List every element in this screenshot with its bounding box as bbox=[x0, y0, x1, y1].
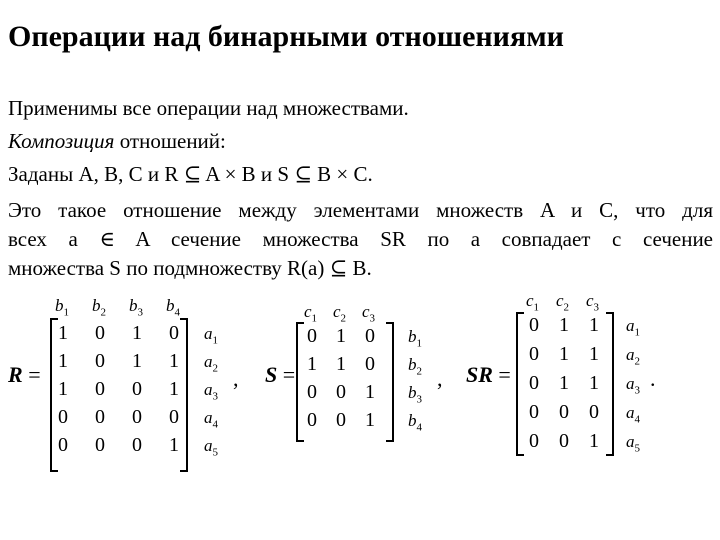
matrix-r-cell: 0 bbox=[132, 406, 142, 428]
matrix-sr-right-bracket bbox=[606, 312, 614, 456]
matrix-r-cell: 0 bbox=[95, 434, 105, 456]
composition-term: Композиция bbox=[8, 129, 115, 153]
text-line-given-sets: Заданы A, B, C и R ⊆ A × B и S ⊆ B × C. bbox=[8, 162, 373, 186]
matrix-sr-cell: 0 bbox=[589, 401, 599, 423]
matrix-s-cell: 0 bbox=[336, 381, 346, 403]
matrix-r-col-label: $b_2$ bbox=[92, 296, 106, 319]
matrix-r-cell: 0 bbox=[58, 406, 68, 428]
matrix-s-col-label: $c_2$ bbox=[333, 302, 347, 325]
matrix-r-cell: 0 bbox=[95, 322, 105, 344]
matrix-sr-label: SR = bbox=[466, 362, 511, 387]
matrix-r-row-label: $a_2$ bbox=[204, 352, 218, 375]
matrix-s-cell: 0 bbox=[336, 409, 346, 431]
matrix-sr-cell: 1 bbox=[589, 372, 599, 394]
matrix-sr-row-label: $a_2$ bbox=[626, 345, 640, 368]
definition-line-3: множества S по подмножеству R(a) ⊆ B. bbox=[8, 256, 372, 280]
matrix-r-col-label: $b_3$ bbox=[129, 296, 143, 319]
matrix-sr-cell: 0 bbox=[529, 401, 539, 423]
matrix-sr-row-label: $a_1$ bbox=[626, 316, 640, 339]
matrix-sr-cell: 1 bbox=[589, 314, 599, 336]
matrix-r-row-label: $a_5$ bbox=[204, 436, 218, 459]
matrix-sr-cell: 1 bbox=[589, 430, 599, 452]
matrix-r-cell: 1 bbox=[132, 350, 142, 372]
separator-comma-1: , bbox=[233, 366, 239, 391]
matrix-sr-cell: 0 bbox=[529, 314, 539, 336]
matrix-r-col-label: $b_4$ bbox=[166, 296, 180, 319]
end-period: . bbox=[650, 366, 656, 391]
matrix-r-cell: 0 bbox=[95, 350, 105, 372]
matrix-s-cell: 0 bbox=[307, 325, 317, 347]
matrix-sr-cell: 1 bbox=[589, 343, 599, 365]
matrix-sr-cell: 1 bbox=[559, 372, 569, 394]
matrix-s-cell: 1 bbox=[365, 409, 375, 431]
matrix-s-row-label: $b_1$ bbox=[408, 327, 422, 350]
matrix-r-cell: 1 bbox=[58, 322, 68, 344]
matrix-r-cell: 1 bbox=[132, 322, 142, 344]
matrix-s-right-bracket bbox=[386, 322, 394, 442]
separator-comma-2: , bbox=[437, 366, 443, 391]
matrix-sr-cell: 0 bbox=[529, 430, 539, 452]
matrix-r-row-label: $a_4$ bbox=[204, 408, 218, 431]
matrix-s-col-label: $c_3$ bbox=[362, 302, 376, 325]
matrix-s-cell: 1 bbox=[307, 353, 317, 375]
matrix-s-cell: 1 bbox=[336, 325, 346, 347]
matrix-r-cell: 0 bbox=[169, 406, 179, 428]
matrix-r-cell: 1 bbox=[169, 378, 179, 400]
matrix-r-row-label: $a_1$ bbox=[204, 324, 218, 347]
matrix-s-cell: 0 bbox=[365, 353, 375, 375]
matrix-sr-col-label: $c_3$ bbox=[586, 291, 600, 314]
matrix-sr-cell: 0 bbox=[559, 401, 569, 423]
text-line-operations: Применимы все операции над множествами. bbox=[8, 96, 409, 120]
matrix-sr-row-label: $a_5$ bbox=[626, 432, 640, 455]
composition-rest: отношений: bbox=[114, 129, 226, 153]
matrix-r-row-label: $a_3$ bbox=[204, 380, 218, 403]
matrix-sr-cell: 1 bbox=[559, 314, 569, 336]
matrix-s-cell: 0 bbox=[307, 381, 317, 403]
matrix-sr-cell: 0 bbox=[529, 343, 539, 365]
matrix-r-col-label: $b_1$ bbox=[55, 296, 69, 319]
matrix-s-label: S = bbox=[265, 362, 296, 387]
matrix-r-cell: 0 bbox=[95, 406, 105, 428]
matrix-r-cell: 1 bbox=[169, 434, 179, 456]
definition-line-1: Это такое отношение между элементами множеств A и C, что для bbox=[8, 198, 713, 222]
matrix-sr-cell: 0 bbox=[529, 372, 539, 394]
matrix-s-cell: 1 bbox=[336, 353, 346, 375]
matrix-s-cell: 0 bbox=[307, 409, 317, 431]
matrix-s-row-label: $b_4$ bbox=[408, 411, 422, 434]
matrix-sr-cell: 1 bbox=[559, 343, 569, 365]
matrix-r-cell: 1 bbox=[58, 378, 68, 400]
matrix-r-label: R = bbox=[8, 362, 41, 387]
definition-line-2: всех a ∈ A сечение множества SR по a совпадает с сечение bbox=[8, 227, 713, 251]
matrix-r-cell: 1 bbox=[58, 350, 68, 372]
matrix-sr-row-label: $a_4$ bbox=[626, 403, 640, 426]
matrix-r-cell: 0 bbox=[132, 378, 142, 400]
matrix-sr-col-label: $c_1$ bbox=[526, 291, 540, 314]
matrix-s-col-label: $c_1$ bbox=[304, 302, 318, 325]
matrix-r-cell: 1 bbox=[169, 350, 179, 372]
definition-paragraph bbox=[8, 196, 713, 283]
matrix-r-cell: 0 bbox=[58, 434, 68, 456]
matrix-s-cell: 1 bbox=[365, 381, 375, 403]
page-title: Операции над бинарными отношениями bbox=[8, 20, 564, 53]
matrix-s-cell: 0 bbox=[365, 325, 375, 347]
matrix-sr-cell: 0 bbox=[559, 430, 569, 452]
matrix-s-row-label: $b_3$ bbox=[408, 383, 422, 406]
matrix-s-row-label: $b_2$ bbox=[408, 355, 422, 378]
matrix-sr-col-label: $c_2$ bbox=[556, 291, 570, 314]
text-line-composition bbox=[8, 129, 226, 154]
matrix-r-cell: 0 bbox=[169, 322, 179, 344]
matrix-sr-left-bracket bbox=[516, 312, 524, 456]
matrix-r-cell: 0 bbox=[132, 434, 142, 456]
matrix-r-cell: 0 bbox=[95, 378, 105, 400]
matrix-sr-row-label: $a_3$ bbox=[626, 374, 640, 397]
